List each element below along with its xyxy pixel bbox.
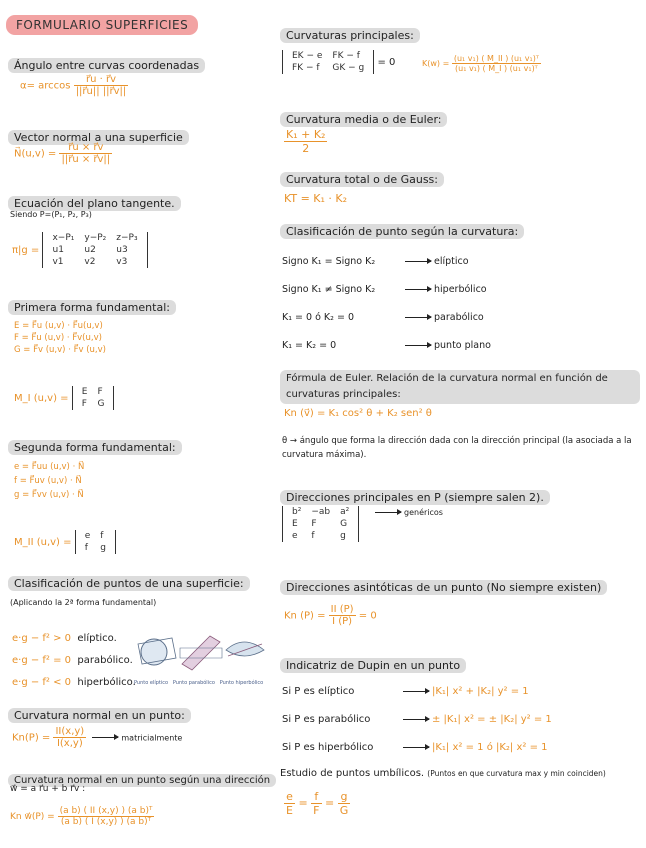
first-form-title: Primera forma fundamental:	[8, 300, 176, 315]
plane-matrix	[42, 232, 147, 268]
mean-den: 2	[302, 142, 310, 155]
euler-block	[280, 370, 640, 404]
plane-cell: x−P₁	[52, 233, 75, 243]
nc-num: II(x,y)	[55, 726, 85, 737]
directions-title: Direcciones principales en P (siempre salen 2).	[280, 490, 550, 505]
directions-note-wrap	[372, 508, 443, 517]
nc-lhs: Kn(P) =	[12, 732, 51, 744]
classification-cond: K₁ = K₂ = 0	[282, 340, 337, 351]
asymptotic-formula	[284, 604, 377, 627]
principal-rhs-lhs: K(w) =	[422, 59, 450, 68]
matrix-cell: −ab	[311, 507, 331, 517]
second-form-line: f = F⃗uv (u,v) · N⃗	[14, 476, 82, 486]
classification-result: punto plano	[434, 340, 491, 351]
matrix-cell: b²	[292, 507, 302, 517]
second-form-lines	[14, 460, 84, 502]
principal-matrix	[282, 50, 374, 74]
dupin-cond: Si P es elíptico	[282, 686, 355, 697]
classify-title: Clasificación de puntos de una superficie:	[8, 576, 250, 591]
dupin-item	[282, 678, 552, 706]
principal-eq: = 0	[377, 57, 396, 68]
arrow-icon	[405, 317, 431, 318]
matrix-cell: G	[97, 399, 105, 409]
first-matrix-label: M_I (u,v) =	[14, 393, 69, 404]
classification-item	[282, 304, 491, 332]
directions-formula	[282, 506, 359, 542]
classify-item	[12, 672, 136, 694]
nc-note: matricialmente	[121, 733, 183, 743]
figure-label: Punto parabólico	[172, 680, 215, 686]
matrix-cell: e	[292, 531, 298, 541]
second-form-line: g = F⃗vv (u,v) · N⃗	[14, 490, 84, 500]
second-matrix-label: M_II (u,v) =	[14, 537, 72, 548]
angle-den: ||r⃗u|| ||r⃗v||	[75, 86, 127, 97]
classification-result: hiperbólico	[434, 284, 487, 295]
classification-cond: Signo K₁ ≠ Signo K₂	[282, 284, 376, 295]
surface-points-figure	[132, 628, 268, 682]
matrix-cell: f	[311, 531, 315, 541]
plane-cell: v3	[116, 257, 128, 267]
umb-num: e	[284, 790, 295, 804]
classification-title: Clasificación de punto según la curvatura:	[280, 224, 524, 239]
normal-lhs: N⃗(u,v) =	[14, 148, 57, 160]
mean-title: Curvatura media o de Euler:	[280, 112, 447, 127]
nd-lhs: Kn w⃗(P) =	[10, 812, 55, 822]
hyperbolic-saddle-icon	[226, 642, 264, 656]
matrix-cell: f	[100, 531, 104, 541]
nd-den: (a b) ( I (x,y) ) (a b)ᵀ	[60, 817, 152, 827]
matrix-cell: E	[81, 387, 88, 397]
dupin-cond: Si P es hiperbólico	[282, 742, 374, 753]
directions-note: genéricos	[404, 508, 443, 517]
second-matrix	[75, 530, 116, 554]
umb-num: f	[311, 790, 321, 804]
second-form-line: e = F⃗uu (u,v) · N⃗	[14, 462, 85, 472]
normal-direction-title: Curvatura normal en un punto según una dirección	[8, 774, 276, 787]
dupin-result: |K₁| x² + |K₂| y² = 1	[432, 686, 529, 697]
normal-formula	[14, 142, 112, 165]
classification-item	[282, 276, 491, 304]
classify-expr: e·g − f² > 0	[12, 633, 72, 644]
arrow-icon	[405, 261, 431, 262]
classify-list	[12, 628, 136, 694]
umb-den: F	[313, 804, 320, 817]
second-form-matrix	[14, 530, 116, 554]
matrix-cell: FK − f	[292, 63, 320, 73]
normal-direction-vector: w⃗ = a r⃗u + b r⃗v :	[10, 784, 86, 794]
classify-expr: e·g − f² < 0	[12, 677, 72, 688]
matrix-cell: FK − f	[332, 51, 360, 61]
matrix-cell: a²	[340, 507, 350, 517]
matrix-cell: GK − g	[332, 63, 365, 73]
angle-num: r⃗u · r⃗v	[74, 74, 129, 86]
asym-num: II (P)	[330, 604, 354, 615]
plane-cell: u3	[116, 245, 128, 255]
classification-result: elíptico	[434, 256, 469, 267]
dupin-item	[282, 706, 552, 734]
classification-list	[282, 248, 491, 360]
arrow-icon	[405, 289, 431, 290]
dupin-cond: Si P es parabólico	[282, 714, 371, 725]
dupin-title: Indicatriz de Dupin en un punto	[280, 658, 466, 673]
dupin-result: |K₁| x² = 1 ó |K₂| x² = 1	[432, 742, 548, 753]
plane-cell: u2	[84, 245, 96, 255]
first-form-line: E = F⃗u (u,v) · F⃗u(u,v)	[14, 321, 103, 331]
angle-lhs: α= arccos	[20, 80, 71, 92]
classify-label: parabólico.	[77, 655, 133, 666]
classification-cond: Signo K₁ = Signo K₂	[282, 256, 376, 267]
classify-label: hiperbólico.	[77, 677, 136, 688]
normal-curvature-title: Curvatura normal en un punto:	[8, 708, 191, 723]
classify-item	[12, 650, 136, 672]
plane-cell: v2	[84, 257, 96, 267]
first-form-line: G = F⃗v (u,v) · F⃗v (u,v)	[14, 345, 106, 355]
classification-item	[282, 332, 491, 360]
euler-formula: Kn (v⃗) = K₁ cos² θ + K₂ sen² θ	[284, 408, 432, 419]
classify-note: (Aplicando la 2ª forma fundamental)	[10, 598, 157, 607]
plane-cell: z−P₃	[116, 233, 138, 243]
dupin-list	[282, 678, 552, 762]
arrow-icon	[405, 345, 431, 346]
figure-label: Punto elíptico	[134, 680, 169, 686]
classification-cond: K₁ = 0 ó K₂ = 0	[282, 312, 355, 323]
umbilic-heading	[280, 768, 606, 779]
mean-formula	[284, 128, 327, 155]
directions-matrix	[282, 506, 359, 542]
normal-direction-formula	[10, 806, 154, 827]
plane-lhs: π|g =	[12, 245, 40, 256]
matrix-cell: E	[292, 519, 298, 529]
matrix-cell: F	[97, 387, 103, 397]
normal-num: r⃗u × r⃗v	[59, 142, 112, 154]
principal-rhs	[422, 54, 541, 73]
matrix-cell: e	[84, 531, 91, 541]
parabolic-cylinder-icon	[182, 636, 220, 670]
arrow-icon	[375, 512, 401, 513]
angle-title: Ángulo entre curvas coordenadas	[8, 58, 205, 73]
first-form-matrix	[14, 386, 114, 410]
figure-labels	[134, 680, 263, 686]
angle-formula	[20, 74, 128, 97]
nc-den: I(x,y)	[56, 738, 83, 749]
principal-rhs-den: (u₁ v₁) ( M_I ) (u₁ v₁)ᵀ	[455, 64, 538, 73]
umbilic-note: (Puntos en que curvatura max y min coinciden)	[427, 769, 606, 778]
plane-formula	[12, 232, 148, 268]
matrix-cell: g	[100, 543, 106, 553]
first-form-line: F = F⃗u (u,v) · F⃗v(u,v)	[14, 333, 102, 343]
classification-result: parabólico	[434, 312, 484, 323]
matrix-cell: g	[340, 531, 346, 541]
matrix-cell: F	[311, 519, 317, 529]
arrow-icon	[403, 719, 429, 720]
plane-given: Siendo P=(P₁, P₂, P₃)	[10, 210, 92, 219]
nd-num: (a b) ( II (x,y) ) (a b)ᵀ	[59, 806, 153, 816]
normal-title: Vector normal a una superficie	[8, 130, 189, 145]
plane-cell: y−P₂	[84, 233, 107, 243]
arrow-icon	[92, 737, 118, 738]
euler-note: θ → ángulo que forma la dirección dada con la dirección principal (la asociada a la curvatura máxima).	[282, 436, 632, 460]
dupin-result: ± |K₁| x² = ± |K₂| y² = 1	[432, 714, 552, 725]
arrow-icon	[403, 747, 429, 748]
first-form-lines	[14, 320, 106, 356]
principal-formula	[282, 50, 395, 74]
classify-label: elíptico.	[77, 633, 117, 644]
asym-lhs: Kn (P) =	[284, 610, 326, 622]
umbilic-formula: $\frac{e}{E}$ = $\frac{f}{F}$ = $\frac{g}{G}$	[286, 790, 349, 817]
umb-den: E	[286, 804, 293, 817]
page-title: FORMULARIO SUPERFICIES	[6, 15, 198, 35]
matrix-cell: f	[84, 543, 88, 553]
mean-num: K₁ + K₂	[286, 128, 326, 141]
matrix-cell: EK − e	[292, 51, 323, 61]
first-matrix	[72, 386, 115, 410]
gauss-formula: KT = K₁ · K₂	[284, 192, 348, 205]
normal-den: ||r⃗u × r⃗v||	[61, 154, 111, 165]
umb-num: g	[338, 790, 351, 804]
principal-title: Curvaturas principales:	[280, 28, 420, 43]
umb-den: G	[339, 804, 349, 817]
asymptotic-title: Direcciones asintóticas de un punto (No siempre existen)	[280, 580, 607, 595]
umbilic-title: Estudio de puntos umbílicos.	[280, 768, 425, 779]
plane-cell: v1	[52, 257, 64, 267]
matrix-cell: G	[340, 519, 348, 529]
principal-rhs-num: (u₁ v₁) ( M_II ) (u₁ v₁)ᵀ	[453, 54, 539, 63]
plane-cell: u1	[52, 245, 64, 255]
classify-expr: e·g − f² = 0	[12, 655, 72, 666]
gauss-title: Curvatura total o de Gauss:	[280, 172, 444, 187]
normal-curvature-formula	[12, 726, 182, 749]
asym-den: I (P)	[332, 616, 353, 627]
second-form-title: Segunda forma fundamental:	[8, 440, 182, 455]
figure-label: Punto hiperbólico	[219, 680, 264, 686]
dupin-item	[282, 734, 552, 762]
matrix-cell: F	[81, 399, 87, 409]
euler-title: Fórmula de Euler. Relación de la curvatura normal en función de curvaturas principales:	[280, 370, 640, 404]
classify-item	[12, 628, 136, 650]
plane-title: Ecuación del plano tangente.	[8, 196, 181, 211]
arrow-icon	[403, 691, 429, 692]
asym-eq: = 0	[358, 610, 377, 622]
classification-item	[282, 248, 491, 276]
